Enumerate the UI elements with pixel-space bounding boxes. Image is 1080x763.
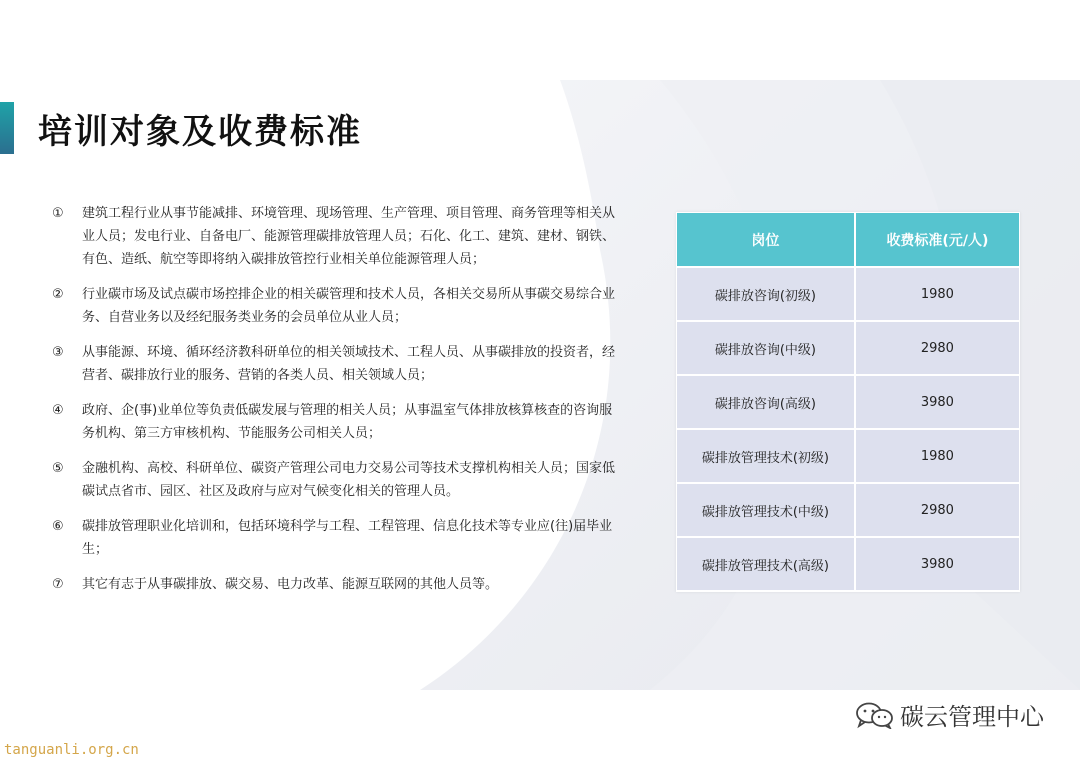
table-row <box>677 376 1019 428</box>
cell-fee: 2980 <box>856 484 1019 536</box>
list-item-number: ⑦ <box>52 577 64 592</box>
list-item <box>52 515 617 561</box>
column-header-position: 岗位 <box>677 213 854 266</box>
table-row <box>677 430 1019 482</box>
cell-position: 碳排放管理技术(中级) <box>677 484 854 536</box>
table-row <box>677 322 1019 374</box>
list-item <box>52 399 617 445</box>
cell-position: 碳排放咨询(高级) <box>677 376 854 428</box>
list-item-number: ③ <box>52 345 64 360</box>
list-item-number: ② <box>52 287 64 302</box>
cell-position: 碳排放咨询(初级) <box>677 268 854 320</box>
title-accent-bar <box>0 102 14 154</box>
list-item-number: ① <box>52 206 64 221</box>
page-title: 培训对象及收费标准 <box>38 112 362 152</box>
list-item-text: 建筑工程行业从事节能减排、环境管理、现场管理、生产管理、项目管理、商务管理等相关从业人员；发电行业、自备电厂、能源管理碳排放管理人员；石化、化工、建筑、建材、钢铁、有色、造纸、航空等即将纳入碳排放管控行业相关单位能源管理人员； <box>82 206 616 267</box>
cell-position: 碳排放咨询(中级) <box>677 322 854 374</box>
wechat-icon <box>854 701 894 729</box>
column-header-fee: 收费标准(元/人) <box>856 213 1019 266</box>
table-row <box>677 538 1019 590</box>
list-item <box>52 202 617 271</box>
table-row <box>677 484 1019 536</box>
cell-fee: 1980 <box>856 268 1019 320</box>
cell-fee: 3980 <box>856 376 1019 428</box>
list-item <box>52 283 617 329</box>
site-watermark: tanguanli.org.cn <box>4 742 139 758</box>
list-item-text: 碳排放管理职业化培训和，包括环境科学与工程、工程管理、信息化技术等专业应(往)届毕业生； <box>82 519 613 557</box>
cell-position: 碳排放管理技术(初级) <box>677 430 854 482</box>
cell-position: 碳排放管理技术(高级) <box>677 538 854 590</box>
brand-name: 碳云管理中心 <box>900 703 1044 731</box>
list-item-text: 政府、企(事)业单位等负责低碳发展与管理的相关人员；从事温室气体排放核算核查的咨询服务机构、第三方审核机构、节能服务公司相关人员； <box>82 403 613 441</box>
table-row <box>677 268 1019 320</box>
fee-table <box>676 212 1020 592</box>
table-header-row <box>677 213 1019 266</box>
cell-fee: 2980 <box>856 322 1019 374</box>
list-item <box>52 573 617 596</box>
list-item-text: 金融机构、高校、科研单位、碳资产管理公司电力交易公司等技术支撑机构相关人员；国家低碳试点省市、园区、社区及政府与应对气候变化相关的管理人员。 <box>82 461 616 499</box>
list-item-text: 从事能源、环境、循环经济教科研单位的相关领域技术、工程人员、从事碳排放的投资者，经营者、碳排放行业的服务、营销的各类人员、相关领域人员； <box>82 345 616 383</box>
list-item-number: ④ <box>52 403 64 418</box>
list-item-text: 其它有志于从事碳排放、碳交易、电力改革、能源互联网的其他人员等。 <box>82 577 499 592</box>
audience-list <box>52 202 617 608</box>
list-item <box>52 341 617 387</box>
list-item <box>52 457 617 503</box>
brand-signature <box>854 697 1044 732</box>
cell-fee: 1980 <box>856 430 1019 482</box>
cell-fee: 3980 <box>856 538 1019 590</box>
list-item-number: ⑤ <box>52 461 64 476</box>
list-item-number: ⑥ <box>52 519 64 534</box>
list-item-text: 行业碳市场及试点碳市场控排企业的相关碳管理和技术人员，各相关交易所从事碳交易综合业务、自营业务以及经纪服务类业务的会员单位从业人员； <box>82 287 616 325</box>
